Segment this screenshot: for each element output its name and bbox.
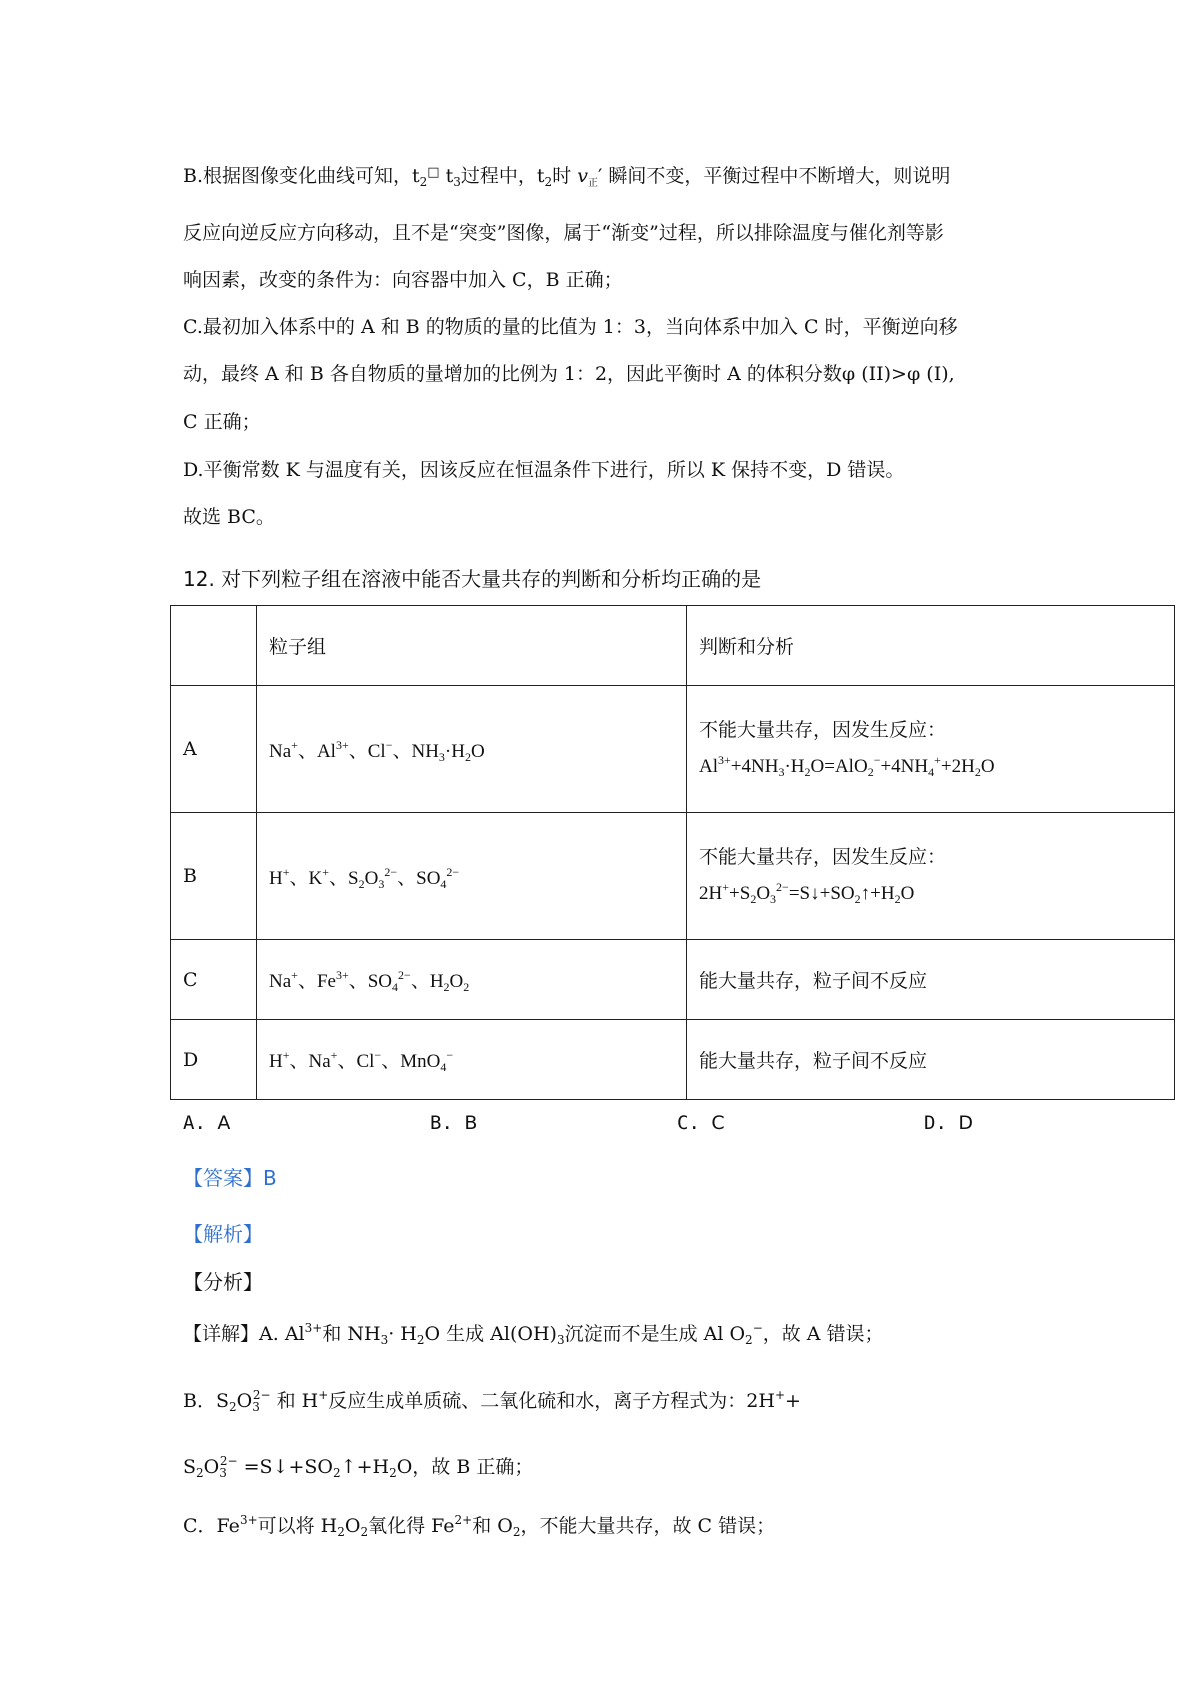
subscript: 2 bbox=[389, 1466, 397, 1480]
text: 氧化得 Fe bbox=[368, 1515, 455, 1537]
question-number: 12. bbox=[183, 567, 215, 591]
detail-b-line2 bbox=[183, 1454, 534, 1480]
explanation-b-line1 bbox=[183, 165, 951, 189]
question-text: 对下列粒子组在溶液中能否大量共存的判断和分析均正确的是 bbox=[221, 567, 762, 591]
row-label: D bbox=[171, 1020, 257, 1100]
option-key: C. bbox=[677, 1112, 700, 1134]
judgement-cell bbox=[687, 686, 1175, 813]
particle-formula: Na+、$Al^{3+}$、Cl−、$NH_3\cdot H_2O$ bbox=[269, 737, 485, 764]
text: 和 O bbox=[472, 1515, 513, 1537]
subscript: 2 bbox=[512, 1525, 521, 1539]
text: 反应生成单质硫、二氧化硫和水，离子方程式为：2H bbox=[328, 1390, 775, 1412]
explanation-c-line2: 动，最终 A 和 B 各自物质的量增加的比例为 1：2，因此平衡时 A 的体积分数φ (II)>φ (I), bbox=[183, 363, 955, 385]
particle-group bbox=[257, 686, 687, 813]
velocity-symbol: v bbox=[577, 165, 588, 187]
option-value: D bbox=[958, 1112, 973, 1134]
text: ，故 A 错误； bbox=[762, 1323, 884, 1345]
table-header-cell: 判断和分析 bbox=[687, 606, 1175, 686]
detail-c-line bbox=[183, 1513, 776, 1539]
subscript: 2 bbox=[360, 1525, 369, 1539]
superscript: 2+ bbox=[454, 1513, 473, 1527]
option-key: B. bbox=[430, 1112, 453, 1134]
text: 时 bbox=[552, 165, 578, 187]
text: · H bbox=[388, 1323, 417, 1345]
reaction-equation: $2H^++S_2O_3^{2-}=S↓+SO_2↑+H_2O$ bbox=[699, 880, 915, 906]
row-label: C bbox=[171, 940, 257, 1020]
explanation-b-line3: 响因素，改变的条件为：向容器中加入 C，B 正确； bbox=[183, 269, 623, 291]
particle-group bbox=[257, 1020, 687, 1100]
superscript: 2− bbox=[219, 1454, 238, 1468]
text: O，故 B 正确； bbox=[396, 1456, 534, 1478]
superscript: + bbox=[774, 1388, 785, 1402]
table-header-row bbox=[171, 606, 1175, 686]
table-header-cell: 粒子组 bbox=[257, 606, 687, 686]
superscript: + bbox=[318, 1388, 329, 1402]
text: O 生成 Al(OH) bbox=[424, 1323, 557, 1345]
superscript: 3+ bbox=[239, 1513, 258, 1527]
table-header-cell bbox=[171, 606, 257, 686]
particle-formula: Na+、$Fe^{3+}$、$SO_4^{2-}$、$H_2O_2$ bbox=[269, 968, 470, 994]
superscript: − bbox=[752, 1321, 763, 1335]
particle-formula: H+、K+、$S_2O_3^{2-}$、$SO_4^{2-}$ bbox=[269, 864, 460, 891]
reaction-equation: $Al^{3+}+4NH_3\cdot H_2O=AlO_2^-+4NH_4^++2H_2O$ bbox=[699, 753, 995, 779]
table-row bbox=[171, 813, 1175, 940]
judgement-text: 不能大量共存，因发生反应： bbox=[699, 719, 947, 742]
answer bbox=[183, 1168, 277, 1188]
particle-formula: H+、Na+、Cl−、MnO$_4$− bbox=[269, 1048, 454, 1074]
subscript: 2 bbox=[196, 1466, 204, 1480]
subscript: 正 bbox=[587, 178, 598, 189]
text: B．S bbox=[183, 1390, 229, 1412]
text: ↑+H bbox=[340, 1456, 390, 1478]
option-value: B bbox=[464, 1112, 478, 1134]
subscript: 2 bbox=[544, 175, 553, 189]
option-key: A. bbox=[183, 1112, 206, 1134]
analysis-label: 【解析】 bbox=[183, 1222, 263, 1246]
text: 沉淀而不是生成 Al O bbox=[564, 1323, 746, 1345]
judgement-text: 不能大量共存，因发生反应： bbox=[699, 846, 947, 869]
superscript: 2− bbox=[252, 1388, 271, 1402]
question-table bbox=[170, 605, 1175, 1100]
answer-label: 【答案】 bbox=[183, 1166, 263, 1190]
explanation-d-line: D.平衡常数 K 与温度有关，因该反应在恒温条件下进行，所以 K 保持不变，D 错误。 bbox=[183, 459, 905, 481]
detail-label: 【详解】 bbox=[183, 1323, 260, 1345]
text: O bbox=[236, 1390, 253, 1412]
subscript: 3 bbox=[380, 1333, 389, 1347]
text: C．Fe bbox=[183, 1515, 240, 1537]
subscript: 2 bbox=[333, 1466, 341, 1480]
text: + bbox=[785, 1390, 801, 1412]
option-d[interactable] bbox=[924, 1112, 973, 1134]
text: =S↓+SO bbox=[237, 1456, 334, 1478]
judgement-cell: 能大量共存，粒子间不反应 bbox=[687, 940, 1175, 1020]
row-label: A bbox=[171, 686, 257, 813]
text: t bbox=[439, 165, 454, 187]
particle-group bbox=[257, 813, 687, 940]
table-row bbox=[171, 1020, 1175, 1100]
detail-b-line1 bbox=[183, 1388, 801, 1414]
answer-value: B bbox=[263, 1166, 277, 1190]
text: 和 NH bbox=[322, 1323, 381, 1345]
text: 和 H bbox=[270, 1390, 319, 1412]
text: 过程中，t bbox=[460, 165, 545, 187]
question-12 bbox=[183, 563, 761, 592]
explanation-c-line1: C.最初加入体系中的 A 和 B 的物质的量的比值为 1：3，当向体系中加入 C 时，平衡逆向移 bbox=[183, 316, 958, 338]
explanation-c-line3: C 正确； bbox=[183, 411, 261, 433]
subscript: 3 bbox=[219, 1466, 227, 1480]
option-b[interactable] bbox=[430, 1112, 477, 1134]
row-label: B bbox=[171, 813, 257, 940]
judgement-cell bbox=[687, 813, 1175, 940]
text: B.根据图像变化曲线可知，t bbox=[183, 165, 420, 187]
subscript: 2 bbox=[337, 1525, 345, 1539]
text: 可以将 H bbox=[257, 1515, 338, 1537]
subscript: 2 bbox=[228, 1400, 237, 1414]
particle-group bbox=[257, 940, 687, 1020]
text: ′ 瞬间不变，平衡过程中不断增大，则说明 bbox=[597, 165, 951, 187]
option-c[interactable] bbox=[677, 1112, 725, 1134]
explanation-b-line2: 反应向逆反应方向移动，且不是“突变”图像，属于“渐变”过程，所以排除温度与催化剂等影 bbox=[183, 222, 944, 244]
subscript: 2 bbox=[419, 175, 428, 189]
option-a[interactable] bbox=[183, 1112, 230, 1134]
judgement-cell: 能大量共存，粒子间不反应 bbox=[687, 1020, 1175, 1100]
text: S bbox=[183, 1456, 197, 1478]
subscript: 3 bbox=[556, 1333, 565, 1347]
superscript: 3+ bbox=[304, 1321, 323, 1335]
explanation-conclusion: 故选 BC。 bbox=[183, 506, 275, 528]
text: A. Al bbox=[259, 1323, 305, 1345]
table-row bbox=[171, 686, 1175, 813]
subscript: 2 bbox=[745, 1333, 753, 1347]
option-value: A bbox=[217, 1112, 231, 1134]
text: O bbox=[344, 1515, 361, 1537]
fenxi-label: 【分析】 bbox=[183, 1270, 263, 1294]
table-row bbox=[171, 940, 1175, 1020]
subscript: 2 bbox=[416, 1333, 425, 1347]
subscript: 3 bbox=[453, 175, 461, 189]
detail-a-line bbox=[183, 1321, 884, 1347]
option-key: D. bbox=[924, 1112, 947, 1134]
subscript: 3 bbox=[252, 1400, 260, 1414]
option-value: C bbox=[711, 1112, 725, 1134]
text: ，不能大量共存，故 C 错误； bbox=[520, 1515, 776, 1537]
placeholder-box-glyph: □ bbox=[427, 165, 440, 180]
text: O bbox=[203, 1456, 220, 1478]
